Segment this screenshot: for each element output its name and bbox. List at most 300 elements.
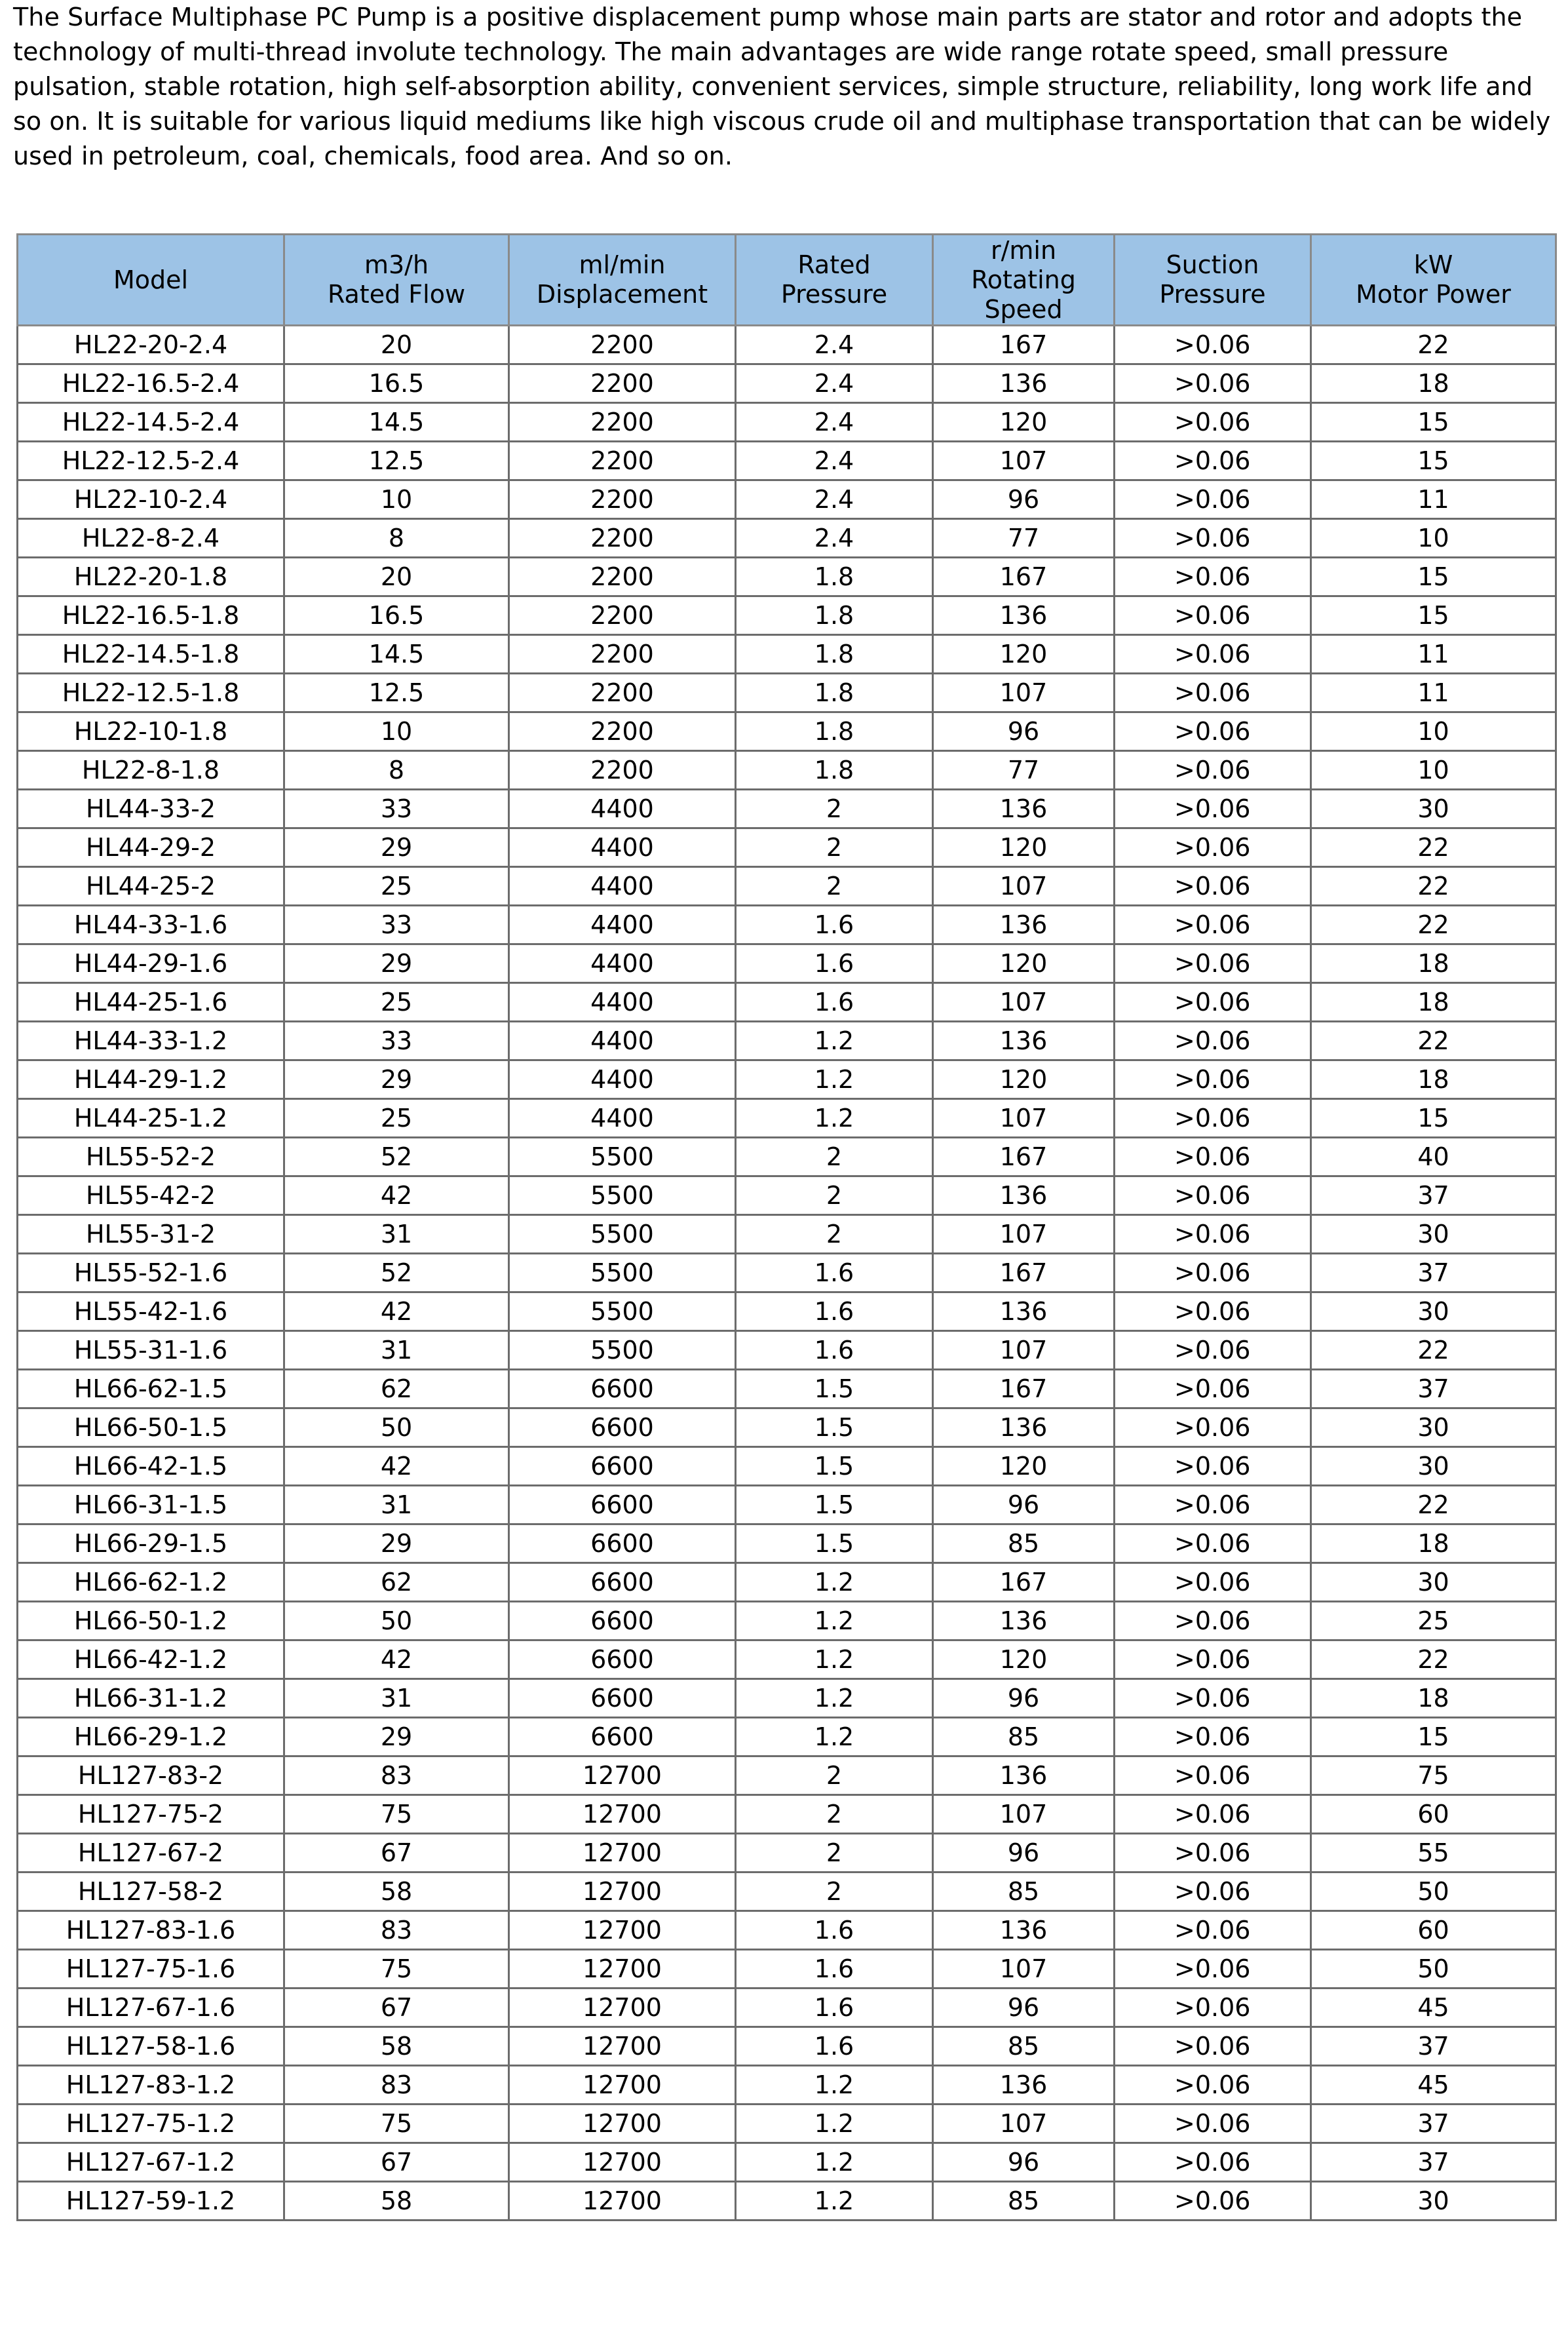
cell-rated-pressure: 2 bbox=[736, 1215, 933, 1254]
cell-displacement: 12700 bbox=[509, 1988, 736, 2027]
cell-model: HL127-58-2 bbox=[18, 1872, 284, 1911]
cell-displacement: 6600 bbox=[509, 1563, 736, 1602]
cell-displacement: 2200 bbox=[509, 364, 736, 403]
cell-rated-flow: 25 bbox=[284, 983, 509, 1022]
cell-rotating-speed: 96 bbox=[933, 1679, 1115, 1718]
cell-rated-pressure: 2.4 bbox=[736, 403, 933, 442]
cell-displacement: 4400 bbox=[509, 790, 736, 828]
cell-rated-pressure: 1.2 bbox=[736, 1022, 933, 1060]
table-row bbox=[18, 828, 1556, 867]
cell-motor-power: 18 bbox=[1311, 983, 1556, 1022]
table-header bbox=[18, 235, 1556, 326]
column-header-line: Rated Flow bbox=[327, 280, 466, 309]
column-header-displacement bbox=[509, 235, 736, 326]
table-row bbox=[18, 1370, 1556, 1408]
cell-rated-flow: 83 bbox=[284, 2066, 509, 2105]
cell-rotating-speed: 107 bbox=[933, 2105, 1115, 2143]
cell-model: HL127-75-2 bbox=[18, 1795, 284, 1834]
cell-rated-flow: 31 bbox=[284, 1679, 509, 1718]
cell-displacement: 6600 bbox=[509, 1524, 736, 1563]
column-header-motor-power bbox=[1311, 235, 1556, 326]
cell-displacement: 4400 bbox=[509, 828, 736, 867]
cell-model: HL127-75-1.6 bbox=[18, 1950, 284, 1988]
cell-suction-pressure: >0.06 bbox=[1115, 1524, 1311, 1563]
cell-rated-flow: 67 bbox=[284, 1834, 509, 1872]
cell-rated-pressure: 1.2 bbox=[736, 2182, 933, 2221]
column-header-rotating-speed bbox=[933, 235, 1115, 326]
cell-displacement: 4400 bbox=[509, 867, 736, 906]
cell-model: HL127-83-1.6 bbox=[18, 1911, 284, 1950]
cell-displacement: 6600 bbox=[509, 1408, 736, 1447]
cell-rotating-speed: 136 bbox=[933, 1176, 1115, 1215]
table-row bbox=[18, 1795, 1556, 1834]
cell-suction-pressure: >0.06 bbox=[1115, 326, 1311, 364]
cell-rotating-speed: 120 bbox=[933, 635, 1115, 674]
cell-rated-pressure: 2.4 bbox=[736, 442, 933, 480]
cell-rated-flow: 50 bbox=[284, 1408, 509, 1447]
cell-rated-flow: 29 bbox=[284, 944, 509, 983]
cell-rated-pressure: 2 bbox=[736, 1834, 933, 1872]
cell-rated-flow: 31 bbox=[284, 1331, 509, 1370]
cell-motor-power: 22 bbox=[1311, 1022, 1556, 1060]
cell-motor-power: 18 bbox=[1311, 944, 1556, 983]
cell-displacement: 12700 bbox=[509, 2027, 736, 2066]
cell-displacement: 6600 bbox=[509, 1640, 736, 1679]
cell-rated-pressure: 1.2 bbox=[736, 1099, 933, 1138]
cell-model: HL66-50-1.2 bbox=[18, 1602, 284, 1640]
cell-rotating-speed: 120 bbox=[933, 1447, 1115, 1486]
cell-rated-pressure: 2.4 bbox=[736, 364, 933, 403]
cell-rated-flow: 14.5 bbox=[284, 403, 509, 442]
cell-rated-pressure: 1.5 bbox=[736, 1370, 933, 1408]
cell-rated-flow: 33 bbox=[284, 1022, 509, 1060]
cell-motor-power: 75 bbox=[1311, 1756, 1556, 1795]
cell-suction-pressure: >0.06 bbox=[1115, 906, 1311, 944]
table-row bbox=[18, 1099, 1556, 1138]
cell-displacement: 6600 bbox=[509, 1718, 736, 1756]
table-row bbox=[18, 944, 1556, 983]
table-row bbox=[18, 1060, 1556, 1099]
cell-model: HL127-58-1.6 bbox=[18, 2027, 284, 2066]
table-row bbox=[18, 1215, 1556, 1254]
cell-displacement: 12700 bbox=[509, 2105, 736, 2143]
cell-rotating-speed: 136 bbox=[933, 2066, 1115, 2105]
cell-motor-power: 22 bbox=[1311, 828, 1556, 867]
cell-rated-flow: 33 bbox=[284, 906, 509, 944]
cell-rated-flow: 8 bbox=[284, 751, 509, 790]
cell-model: HL22-20-2.4 bbox=[18, 326, 284, 364]
cell-rotating-speed: 107 bbox=[933, 1331, 1115, 1370]
table-row bbox=[18, 1447, 1556, 1486]
cell-rated-pressure: 2 bbox=[736, 790, 933, 828]
cell-rated-flow: 29 bbox=[284, 828, 509, 867]
cell-model: HL44-29-1.2 bbox=[18, 1060, 284, 1099]
cell-motor-power: 37 bbox=[1311, 2105, 1556, 2143]
cell-rated-flow: 75 bbox=[284, 2105, 509, 2143]
cell-suction-pressure: >0.06 bbox=[1115, 1834, 1311, 1872]
cell-model: HL66-62-1.2 bbox=[18, 1563, 284, 1602]
table-row bbox=[18, 2027, 1556, 2066]
cell-displacement: 12700 bbox=[509, 2066, 736, 2105]
column-header-rated-flow bbox=[284, 235, 509, 326]
cell-displacement: 12700 bbox=[509, 1950, 736, 1988]
cell-rated-pressure: 1.8 bbox=[736, 751, 933, 790]
cell-displacement: 6600 bbox=[509, 1486, 736, 1524]
cell-rated-flow: 12.5 bbox=[284, 674, 509, 712]
cell-motor-power: 30 bbox=[1311, 2182, 1556, 2221]
cell-suction-pressure: >0.06 bbox=[1115, 1756, 1311, 1795]
cell-rotating-speed: 136 bbox=[933, 1292, 1115, 1331]
table-row bbox=[18, 1679, 1556, 1718]
cell-rated-pressure: 2 bbox=[736, 828, 933, 867]
cell-rated-pressure: 1.2 bbox=[736, 1679, 933, 1718]
table-row bbox=[18, 1022, 1556, 1060]
cell-model: HL127-75-1.2 bbox=[18, 2105, 284, 2143]
cell-motor-power: 11 bbox=[1311, 635, 1556, 674]
cell-suction-pressure: >0.06 bbox=[1115, 1718, 1311, 1756]
cell-model: HL22-12.5-2.4 bbox=[18, 442, 284, 480]
cell-rotating-speed: 107 bbox=[933, 1099, 1115, 1138]
cell-displacement: 2200 bbox=[509, 326, 736, 364]
cell-rated-flow: 20 bbox=[284, 558, 509, 596]
cell-model: HL55-31-1.6 bbox=[18, 1331, 284, 1370]
table-row bbox=[18, 906, 1556, 944]
cell-rated-pressure: 2 bbox=[736, 1756, 933, 1795]
cell-model: HL55-52-1.6 bbox=[18, 1254, 284, 1292]
cell-suction-pressure: >0.06 bbox=[1115, 519, 1311, 558]
cell-motor-power: 37 bbox=[1311, 2143, 1556, 2182]
cell-displacement: 2200 bbox=[509, 519, 736, 558]
cell-rotating-speed: 85 bbox=[933, 1524, 1115, 1563]
table-row bbox=[18, 1292, 1556, 1331]
cell-motor-power: 18 bbox=[1311, 364, 1556, 403]
cell-rotating-speed: 77 bbox=[933, 519, 1115, 558]
cell-rotating-speed: 136 bbox=[933, 1408, 1115, 1447]
cell-rated-pressure: 1.6 bbox=[736, 983, 933, 1022]
cell-model: HL66-29-1.5 bbox=[18, 1524, 284, 1563]
table-row bbox=[18, 1331, 1556, 1370]
cell-rotating-speed: 96 bbox=[933, 712, 1115, 751]
cell-rated-flow: 42 bbox=[284, 1292, 509, 1331]
table-row bbox=[18, 674, 1556, 712]
table-row bbox=[18, 2105, 1556, 2143]
cell-model: HL44-25-1.6 bbox=[18, 983, 284, 1022]
cell-rated-pressure: 1.8 bbox=[736, 674, 933, 712]
cell-rotating-speed: 96 bbox=[933, 1834, 1115, 1872]
cell-suction-pressure: >0.06 bbox=[1115, 1447, 1311, 1486]
cell-rated-flow: 83 bbox=[284, 1756, 509, 1795]
table-row bbox=[18, 403, 1556, 442]
cell-motor-power: 10 bbox=[1311, 519, 1556, 558]
cell-rated-flow: 42 bbox=[284, 1176, 509, 1215]
cell-rotating-speed: 85 bbox=[933, 1718, 1115, 1756]
cell-rated-pressure: 1.2 bbox=[736, 1718, 933, 1756]
cell-displacement: 6600 bbox=[509, 1679, 736, 1718]
cell-rated-pressure: 1.8 bbox=[736, 596, 933, 635]
column-header-line: Pressure bbox=[780, 280, 888, 309]
table-row bbox=[18, 1872, 1556, 1911]
column-header-line: r/min bbox=[990, 235, 1057, 265]
cell-suction-pressure: >0.06 bbox=[1115, 1795, 1311, 1834]
cell-motor-power: 11 bbox=[1311, 480, 1556, 519]
cell-rotating-speed: 167 bbox=[933, 1563, 1115, 1602]
cell-rated-flow: 58 bbox=[284, 2027, 509, 2066]
cell-rated-flow: 29 bbox=[284, 1524, 509, 1563]
cell-suction-pressure: >0.06 bbox=[1115, 558, 1311, 596]
cell-suction-pressure: >0.06 bbox=[1115, 1640, 1311, 1679]
cell-rotating-speed: 136 bbox=[933, 1756, 1115, 1795]
cell-rotating-speed: 136 bbox=[933, 1602, 1115, 1640]
cell-rated-pressure: 1.2 bbox=[736, 2105, 933, 2143]
cell-model: HL55-42-2 bbox=[18, 1176, 284, 1215]
cell-model: HL44-33-2 bbox=[18, 790, 284, 828]
cell-rated-pressure: 1.2 bbox=[736, 1060, 933, 1099]
column-header-line: Rated bbox=[797, 250, 871, 279]
cell-rated-pressure: 1.8 bbox=[736, 635, 933, 674]
cell-rated-flow: 67 bbox=[284, 1988, 509, 2027]
cell-suction-pressure: >0.06 bbox=[1115, 635, 1311, 674]
table-row bbox=[18, 751, 1556, 790]
cell-displacement: 6600 bbox=[509, 1447, 736, 1486]
cell-displacement: 2200 bbox=[509, 596, 736, 635]
cell-suction-pressure: >0.06 bbox=[1115, 1486, 1311, 1524]
cell-displacement: 6600 bbox=[509, 1602, 736, 1640]
column-header-model bbox=[18, 235, 284, 326]
cell-motor-power: 30 bbox=[1311, 1447, 1556, 1486]
cell-displacement: 2200 bbox=[509, 403, 736, 442]
cell-suction-pressure: >0.06 bbox=[1115, 983, 1311, 1022]
cell-rated-flow: 29 bbox=[284, 1060, 509, 1099]
cell-rated-pressure: 1.2 bbox=[736, 2143, 933, 2182]
cell-model: HL66-50-1.5 bbox=[18, 1408, 284, 1447]
cell-model: HL44-25-1.2 bbox=[18, 1099, 284, 1138]
cell-rotating-speed: 167 bbox=[933, 1254, 1115, 1292]
cell-suction-pressure: >0.06 bbox=[1115, 790, 1311, 828]
cell-motor-power: 18 bbox=[1311, 1060, 1556, 1099]
cell-displacement: 5500 bbox=[509, 1331, 736, 1370]
cell-displacement: 5500 bbox=[509, 1138, 736, 1176]
cell-suction-pressure: >0.06 bbox=[1115, 442, 1311, 480]
cell-model: HL22-16.5-2.4 bbox=[18, 364, 284, 403]
cell-rotating-speed: 120 bbox=[933, 944, 1115, 983]
cell-model: HL127-83-2 bbox=[18, 1756, 284, 1795]
cell-rated-pressure: 1.6 bbox=[736, 1331, 933, 1370]
cell-rated-flow: 10 bbox=[284, 712, 509, 751]
cell-displacement: 12700 bbox=[509, 1795, 736, 1834]
cell-rated-pressure: 2 bbox=[736, 1138, 933, 1176]
cell-model: HL22-8-1.8 bbox=[18, 751, 284, 790]
cell-displacement: 4400 bbox=[509, 906, 736, 944]
cell-model: HL66-42-1.2 bbox=[18, 1640, 284, 1679]
cell-displacement: 2200 bbox=[509, 480, 736, 519]
cell-motor-power: 15 bbox=[1311, 596, 1556, 635]
cell-suction-pressure: >0.06 bbox=[1115, 1099, 1311, 1138]
cell-rotating-speed: 77 bbox=[933, 751, 1115, 790]
cell-rated-pressure: 1.8 bbox=[736, 558, 933, 596]
cell-rated-pressure: 2.4 bbox=[736, 480, 933, 519]
cell-rated-pressure: 1.6 bbox=[736, 1911, 933, 1950]
cell-displacement: 12700 bbox=[509, 1911, 736, 1950]
cell-rated-pressure: 1.5 bbox=[736, 1524, 933, 1563]
cell-rotating-speed: 136 bbox=[933, 906, 1115, 944]
cell-rotating-speed: 107 bbox=[933, 674, 1115, 712]
cell-model: HL127-83-1.2 bbox=[18, 2066, 284, 2105]
cell-rated-pressure: 1.5 bbox=[736, 1447, 933, 1486]
cell-displacement: 4400 bbox=[509, 1022, 736, 1060]
cell-suction-pressure: >0.06 bbox=[1115, 1911, 1311, 1950]
cell-motor-power: 30 bbox=[1311, 1215, 1556, 1254]
table-row bbox=[18, 1602, 1556, 1640]
cell-motor-power: 60 bbox=[1311, 1795, 1556, 1834]
cell-motor-power: 15 bbox=[1311, 442, 1556, 480]
column-header-line: Rotating bbox=[971, 265, 1076, 294]
cell-rotating-speed: 120 bbox=[933, 828, 1115, 867]
cell-rated-flow: 25 bbox=[284, 867, 509, 906]
table-row bbox=[18, 1718, 1556, 1756]
cell-displacement: 5500 bbox=[509, 1176, 736, 1215]
cell-rotating-speed: 96 bbox=[933, 480, 1115, 519]
cell-displacement: 4400 bbox=[509, 944, 736, 983]
cell-rated-pressure: 2.4 bbox=[736, 519, 933, 558]
cell-rated-pressure: 1.5 bbox=[736, 1486, 933, 1524]
cell-motor-power: 18 bbox=[1311, 1679, 1556, 1718]
cell-rated-flow: 29 bbox=[284, 1718, 509, 1756]
cell-rated-flow: 12.5 bbox=[284, 442, 509, 480]
table-row bbox=[18, 326, 1556, 364]
cell-rotating-speed: 136 bbox=[933, 364, 1115, 403]
cell-motor-power: 25 bbox=[1311, 1602, 1556, 1640]
cell-model: HL44-33-1.6 bbox=[18, 906, 284, 944]
cell-rotating-speed: 107 bbox=[933, 867, 1115, 906]
column-header-line: m3/h bbox=[364, 250, 429, 279]
cell-rated-flow: 52 bbox=[284, 1138, 509, 1176]
table-row bbox=[18, 1911, 1556, 1950]
cell-suction-pressure: >0.06 bbox=[1115, 712, 1311, 751]
cell-model: HL55-31-2 bbox=[18, 1215, 284, 1254]
cell-rated-pressure: 2 bbox=[736, 867, 933, 906]
cell-rated-pressure: 1.2 bbox=[736, 2066, 933, 2105]
cell-motor-power: 18 bbox=[1311, 1524, 1556, 1563]
cell-model: HL22-14.5-1.8 bbox=[18, 635, 284, 674]
cell-motor-power: 30 bbox=[1311, 1408, 1556, 1447]
table-row bbox=[18, 635, 1556, 674]
cell-rated-flow: 67 bbox=[284, 2143, 509, 2182]
table-row bbox=[18, 1524, 1556, 1563]
cell-motor-power: 22 bbox=[1311, 326, 1556, 364]
table-row bbox=[18, 480, 1556, 519]
cell-displacement: 12700 bbox=[509, 1834, 736, 1872]
cell-rated-flow: 75 bbox=[284, 1795, 509, 1834]
cell-rotating-speed: 136 bbox=[933, 596, 1115, 635]
cell-motor-power: 30 bbox=[1311, 790, 1556, 828]
table-body bbox=[18, 326, 1556, 2221]
cell-model: HL127-59-1.2 bbox=[18, 2182, 284, 2221]
table-row bbox=[18, 1486, 1556, 1524]
cell-rated-flow: 62 bbox=[284, 1563, 509, 1602]
cell-rotating-speed: 107 bbox=[933, 442, 1115, 480]
cell-suction-pressure: >0.06 bbox=[1115, 1950, 1311, 1988]
table-row bbox=[18, 790, 1556, 828]
cell-suction-pressure: >0.06 bbox=[1115, 944, 1311, 983]
table-row bbox=[18, 1834, 1556, 1872]
cell-rated-pressure: 2 bbox=[736, 1795, 933, 1834]
cell-model: HL22-20-1.8 bbox=[18, 558, 284, 596]
table-row bbox=[18, 558, 1556, 596]
cell-rotating-speed: 85 bbox=[933, 1872, 1115, 1911]
cell-rotating-speed: 107 bbox=[933, 1950, 1115, 1988]
cell-motor-power: 22 bbox=[1311, 867, 1556, 906]
cell-rotating-speed: 107 bbox=[933, 983, 1115, 1022]
table-row bbox=[18, 1563, 1556, 1602]
cell-suction-pressure: >0.06 bbox=[1115, 1331, 1311, 1370]
column-header-line: ml/min bbox=[579, 250, 666, 279]
table-row bbox=[18, 519, 1556, 558]
cell-motor-power: 60 bbox=[1311, 1911, 1556, 1950]
cell-rated-pressure: 1.2 bbox=[736, 1640, 933, 1679]
intro-paragraph: The Surface Multiphase PC Pump is a positive displacement pump whose main parts are stator and rotor and adopts the technology of multi-thread involute technology. The main advantages are wide range rotate speed, small pressure pulsation, stable rotation, high self-absorption ability, convenient services, simple structure, reliability, long work life and so on. It is suitable for various liquid mediums like high viscous crude oil and multiphase transportation that can be widely used in petroleum, coal, chemicals, food area. And so on. bbox=[13, 3, 1551, 170]
cell-displacement: 6600 bbox=[509, 1370, 736, 1408]
cell-rated-flow: 50 bbox=[284, 1602, 509, 1640]
cell-model: HL55-42-1.6 bbox=[18, 1292, 284, 1331]
cell-rated-pressure: 1.2 bbox=[736, 1563, 933, 1602]
cell-motor-power: 50 bbox=[1311, 1872, 1556, 1911]
cell-rated-flow: 83 bbox=[284, 1911, 509, 1950]
cell-motor-power: 37 bbox=[1311, 1176, 1556, 1215]
cell-displacement: 12700 bbox=[509, 2143, 736, 2182]
cell-rated-pressure: 1.6 bbox=[736, 906, 933, 944]
cell-rated-flow: 58 bbox=[284, 2182, 509, 2221]
cell-rated-flow: 42 bbox=[284, 1447, 509, 1486]
cell-displacement: 2200 bbox=[509, 712, 736, 751]
cell-suction-pressure: >0.06 bbox=[1115, 1176, 1311, 1215]
cell-rotating-speed: 96 bbox=[933, 1486, 1115, 1524]
cell-rotating-speed: 120 bbox=[933, 1060, 1115, 1099]
table-row bbox=[18, 364, 1556, 403]
column-header-line: Suction bbox=[1166, 250, 1259, 279]
cell-suction-pressure: >0.06 bbox=[1115, 1679, 1311, 1718]
cell-motor-power: 37 bbox=[1311, 1254, 1556, 1292]
cell-suction-pressure: >0.06 bbox=[1115, 1022, 1311, 1060]
cell-rated-flow: 42 bbox=[284, 1640, 509, 1679]
cell-rated-flow: 31 bbox=[284, 1486, 509, 1524]
cell-displacement: 5500 bbox=[509, 1292, 736, 1331]
cell-displacement: 12700 bbox=[509, 1872, 736, 1911]
cell-motor-power: 22 bbox=[1311, 1640, 1556, 1679]
cell-suction-pressure: >0.06 bbox=[1115, 751, 1311, 790]
cell-suction-pressure: >0.06 bbox=[1115, 1060, 1311, 1099]
cell-suction-pressure: >0.06 bbox=[1115, 364, 1311, 403]
table-row bbox=[18, 1254, 1556, 1292]
cell-rated-pressure: 1.6 bbox=[736, 1254, 933, 1292]
cell-model: HL22-10-1.8 bbox=[18, 712, 284, 751]
table-row bbox=[18, 1988, 1556, 2027]
cell-rated-pressure: 2.4 bbox=[736, 326, 933, 364]
cell-model: HL22-12.5-1.8 bbox=[18, 674, 284, 712]
cell-rotating-speed: 167 bbox=[933, 1138, 1115, 1176]
cell-motor-power: 22 bbox=[1311, 1486, 1556, 1524]
cell-motor-power: 37 bbox=[1311, 2027, 1556, 2066]
cell-suction-pressure: >0.06 bbox=[1115, 596, 1311, 635]
cell-rotating-speed: 167 bbox=[933, 558, 1115, 596]
table-row bbox=[18, 2066, 1556, 2105]
cell-rated-flow: 16.5 bbox=[284, 364, 509, 403]
cell-rated-flow: 16.5 bbox=[284, 596, 509, 635]
cell-rotating-speed: 120 bbox=[933, 403, 1115, 442]
cell-displacement: 2200 bbox=[509, 635, 736, 674]
cell-model: HL22-10-2.4 bbox=[18, 480, 284, 519]
cell-motor-power: 22 bbox=[1311, 1331, 1556, 1370]
cell-suction-pressure: >0.06 bbox=[1115, 1872, 1311, 1911]
